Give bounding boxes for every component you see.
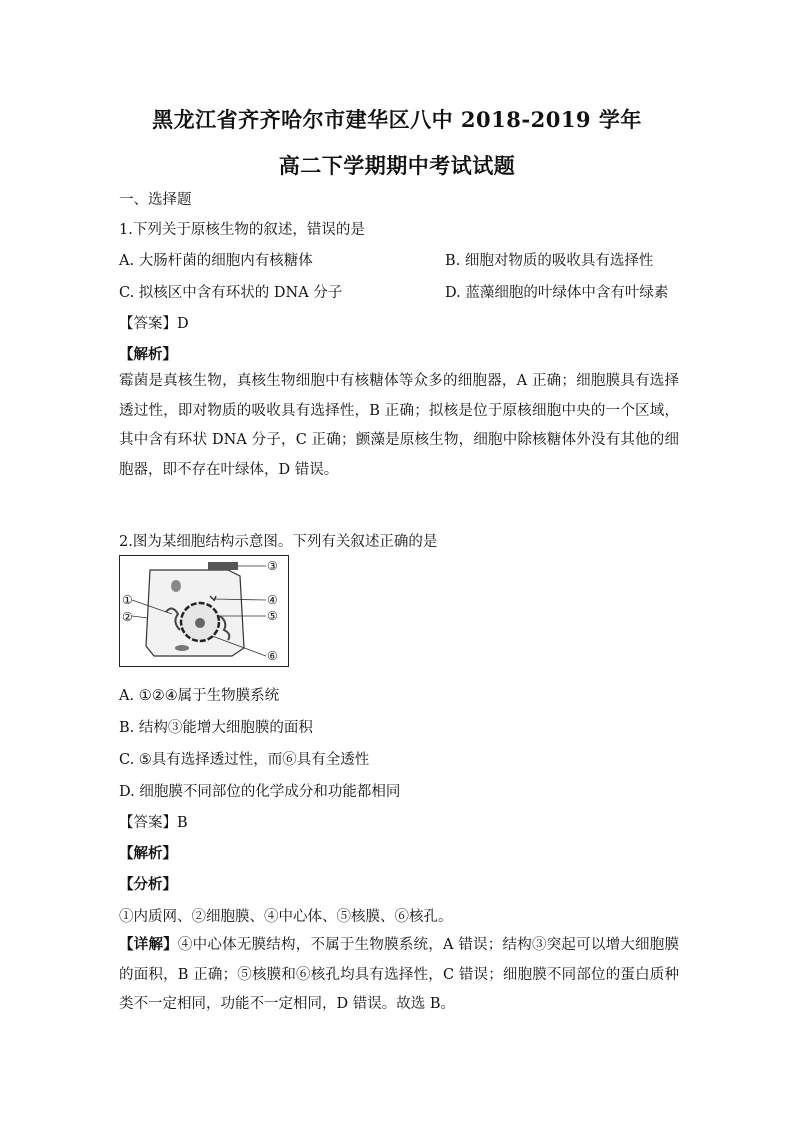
title-line-1: 黑龙江省齐齐哈尔市建华区八中 2018-2019 学年	[152, 107, 642, 132]
q1-analysis-label: 【解析】	[119, 346, 177, 363]
q2-option-b: B. 结构③能增大细胞膜的面积	[119, 720, 313, 736]
q2-stem: 2.图为某细胞结构示意图。下列有关叙述正确的是	[119, 534, 438, 550]
cell-diagram	[120, 556, 288, 666]
cell-structure-figure	[119, 555, 289, 667]
section-heading: 一、选择题	[119, 192, 192, 208]
q1-option-a: A. 大肠杆菌的细胞内有核糖体	[119, 253, 313, 269]
q1-answer: 【答案】D	[119, 316, 189, 332]
q2-detail-text: ④中心体无膜结构，不属于生物膜系统，A 错误；结构③突起可以增大细胞膜的面积，B 正确；⑤核膜和⑥核孔均具有选择性，C 错误；细胞膜不同部位的蛋白质种类不一定相同，功能不一定相同，D 错误。故选 B。	[119, 937, 680, 1012]
nucleolus-shape	[195, 618, 205, 628]
title-line-2: 高二下学期期中考试试题	[278, 153, 516, 178]
figure-label-1: ①	[122, 593, 133, 607]
q2-option-c: C. ⑤具有选择透过性，而⑥具有全透性	[119, 752, 370, 768]
q2-analysis-label: 【解析】	[119, 845, 177, 862]
q1-option-d: D. 蓝藻细胞的叶绿体中含有叶绿素	[445, 285, 669, 301]
figure-label-4: ④	[267, 593, 278, 607]
q2-fenxi-label: 【分析】	[119, 876, 177, 893]
q1-option-b: B. 细胞对物质的吸收具有选择性	[445, 253, 654, 269]
q1-option-c: C. 拟核区中含有环状的 DNA 分子	[119, 285, 343, 301]
figure-label-2: ②	[122, 610, 133, 624]
q2-fenxi-text: ①内质网、②细胞膜、④中心体、⑤核膜、⑥核孔。	[119, 909, 453, 925]
q1-stem: 1.下列关于原核生物的叙述，错误的是	[119, 222, 365, 238]
q2-answer: 【答案】B	[119, 815, 188, 831]
leader-line-2	[132, 616, 148, 618]
q1-analysis-text: 霉菌是真核生物，真核生物细胞中有核糖体等众多的细胞器，A 正确；细胞膜具有选择透过性，即对物质的吸收具有选择性，B 正确；拟核是位于原核细胞中央的一个区域，其中含有环状 DNA 分子，C 正确；颤藻是原核生物，细胞中除核糖体外没有其他的细胞器，即不存在叶绿体，D 错误。	[119, 373, 679, 478]
q2-option-a: A. ①②④属于生物膜系统	[119, 688, 280, 704]
organelle-shape-2	[175, 645, 189, 651]
figure-label-5: ⑤	[267, 609, 278, 623]
figure-label-6: ⑥	[267, 649, 278, 663]
figure-label-3: ③	[267, 559, 278, 573]
q2-detail	[119, 930, 679, 1020]
q2-detail-label: 【详解】	[119, 936, 178, 953]
microvilli-shape	[208, 562, 238, 570]
q2-option-d: D. 细胞膜不同部位的化学成分和功能都相同	[119, 784, 401, 800]
organelle-shape	[171, 580, 181, 592]
